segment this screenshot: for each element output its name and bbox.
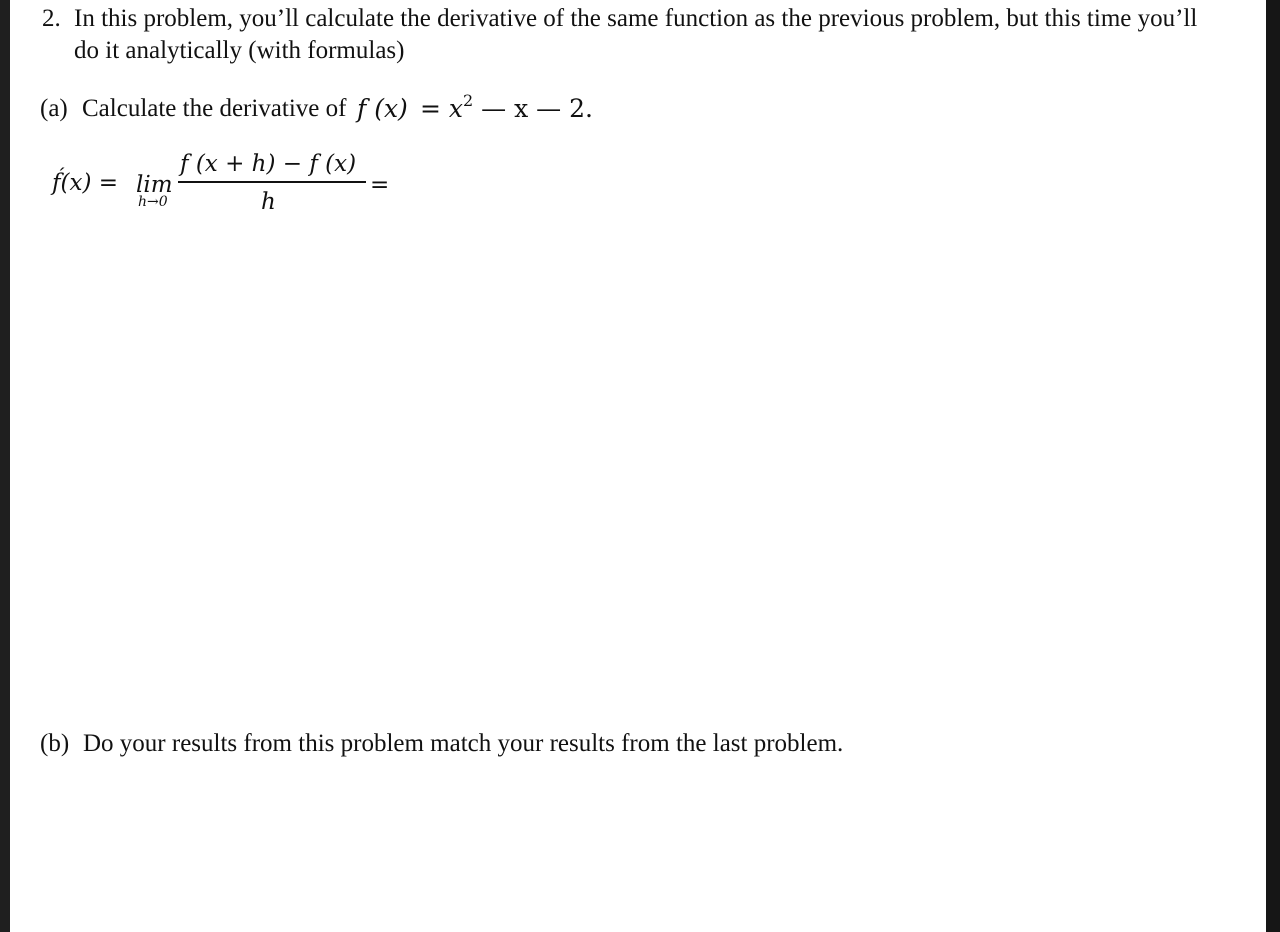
part-b-label: (b) [40,730,70,757]
limit-subscript: h→0 [138,194,168,210]
worksheet-page [10,0,1266,932]
derivative-lhs: f́(x) = [52,170,119,196]
problem-intro-line-2: do it analytically (with formulas) [74,37,405,64]
function-rhs-prefix: = x [420,94,463,123]
part-a-text: Calculate the derivative of [82,95,347,122]
problem-intro-line-1: In this problem, you’ll calculate the derivative of the same function as the previous problem, but this time you’ll [74,5,1198,32]
part-b-text: Do your results from this problem match your results from the last problem. [83,730,844,757]
function-exponent: 2 [463,91,474,110]
trailing-equals: = [370,172,390,198]
dark-right-edge [1266,0,1280,932]
limit-operator: lim [136,172,173,198]
fraction-numerator: f (x + h) − f (x) [180,151,357,177]
problem-number: 2. [42,5,61,32]
fraction-bar [178,181,366,183]
part-a-label: (a) [40,95,68,122]
fraction-denominator: h [261,189,276,215]
function-rhs-suffix: — x — 2. [473,94,593,123]
function-lhs: f (x) [357,94,408,123]
function-rhs [420,91,593,127]
